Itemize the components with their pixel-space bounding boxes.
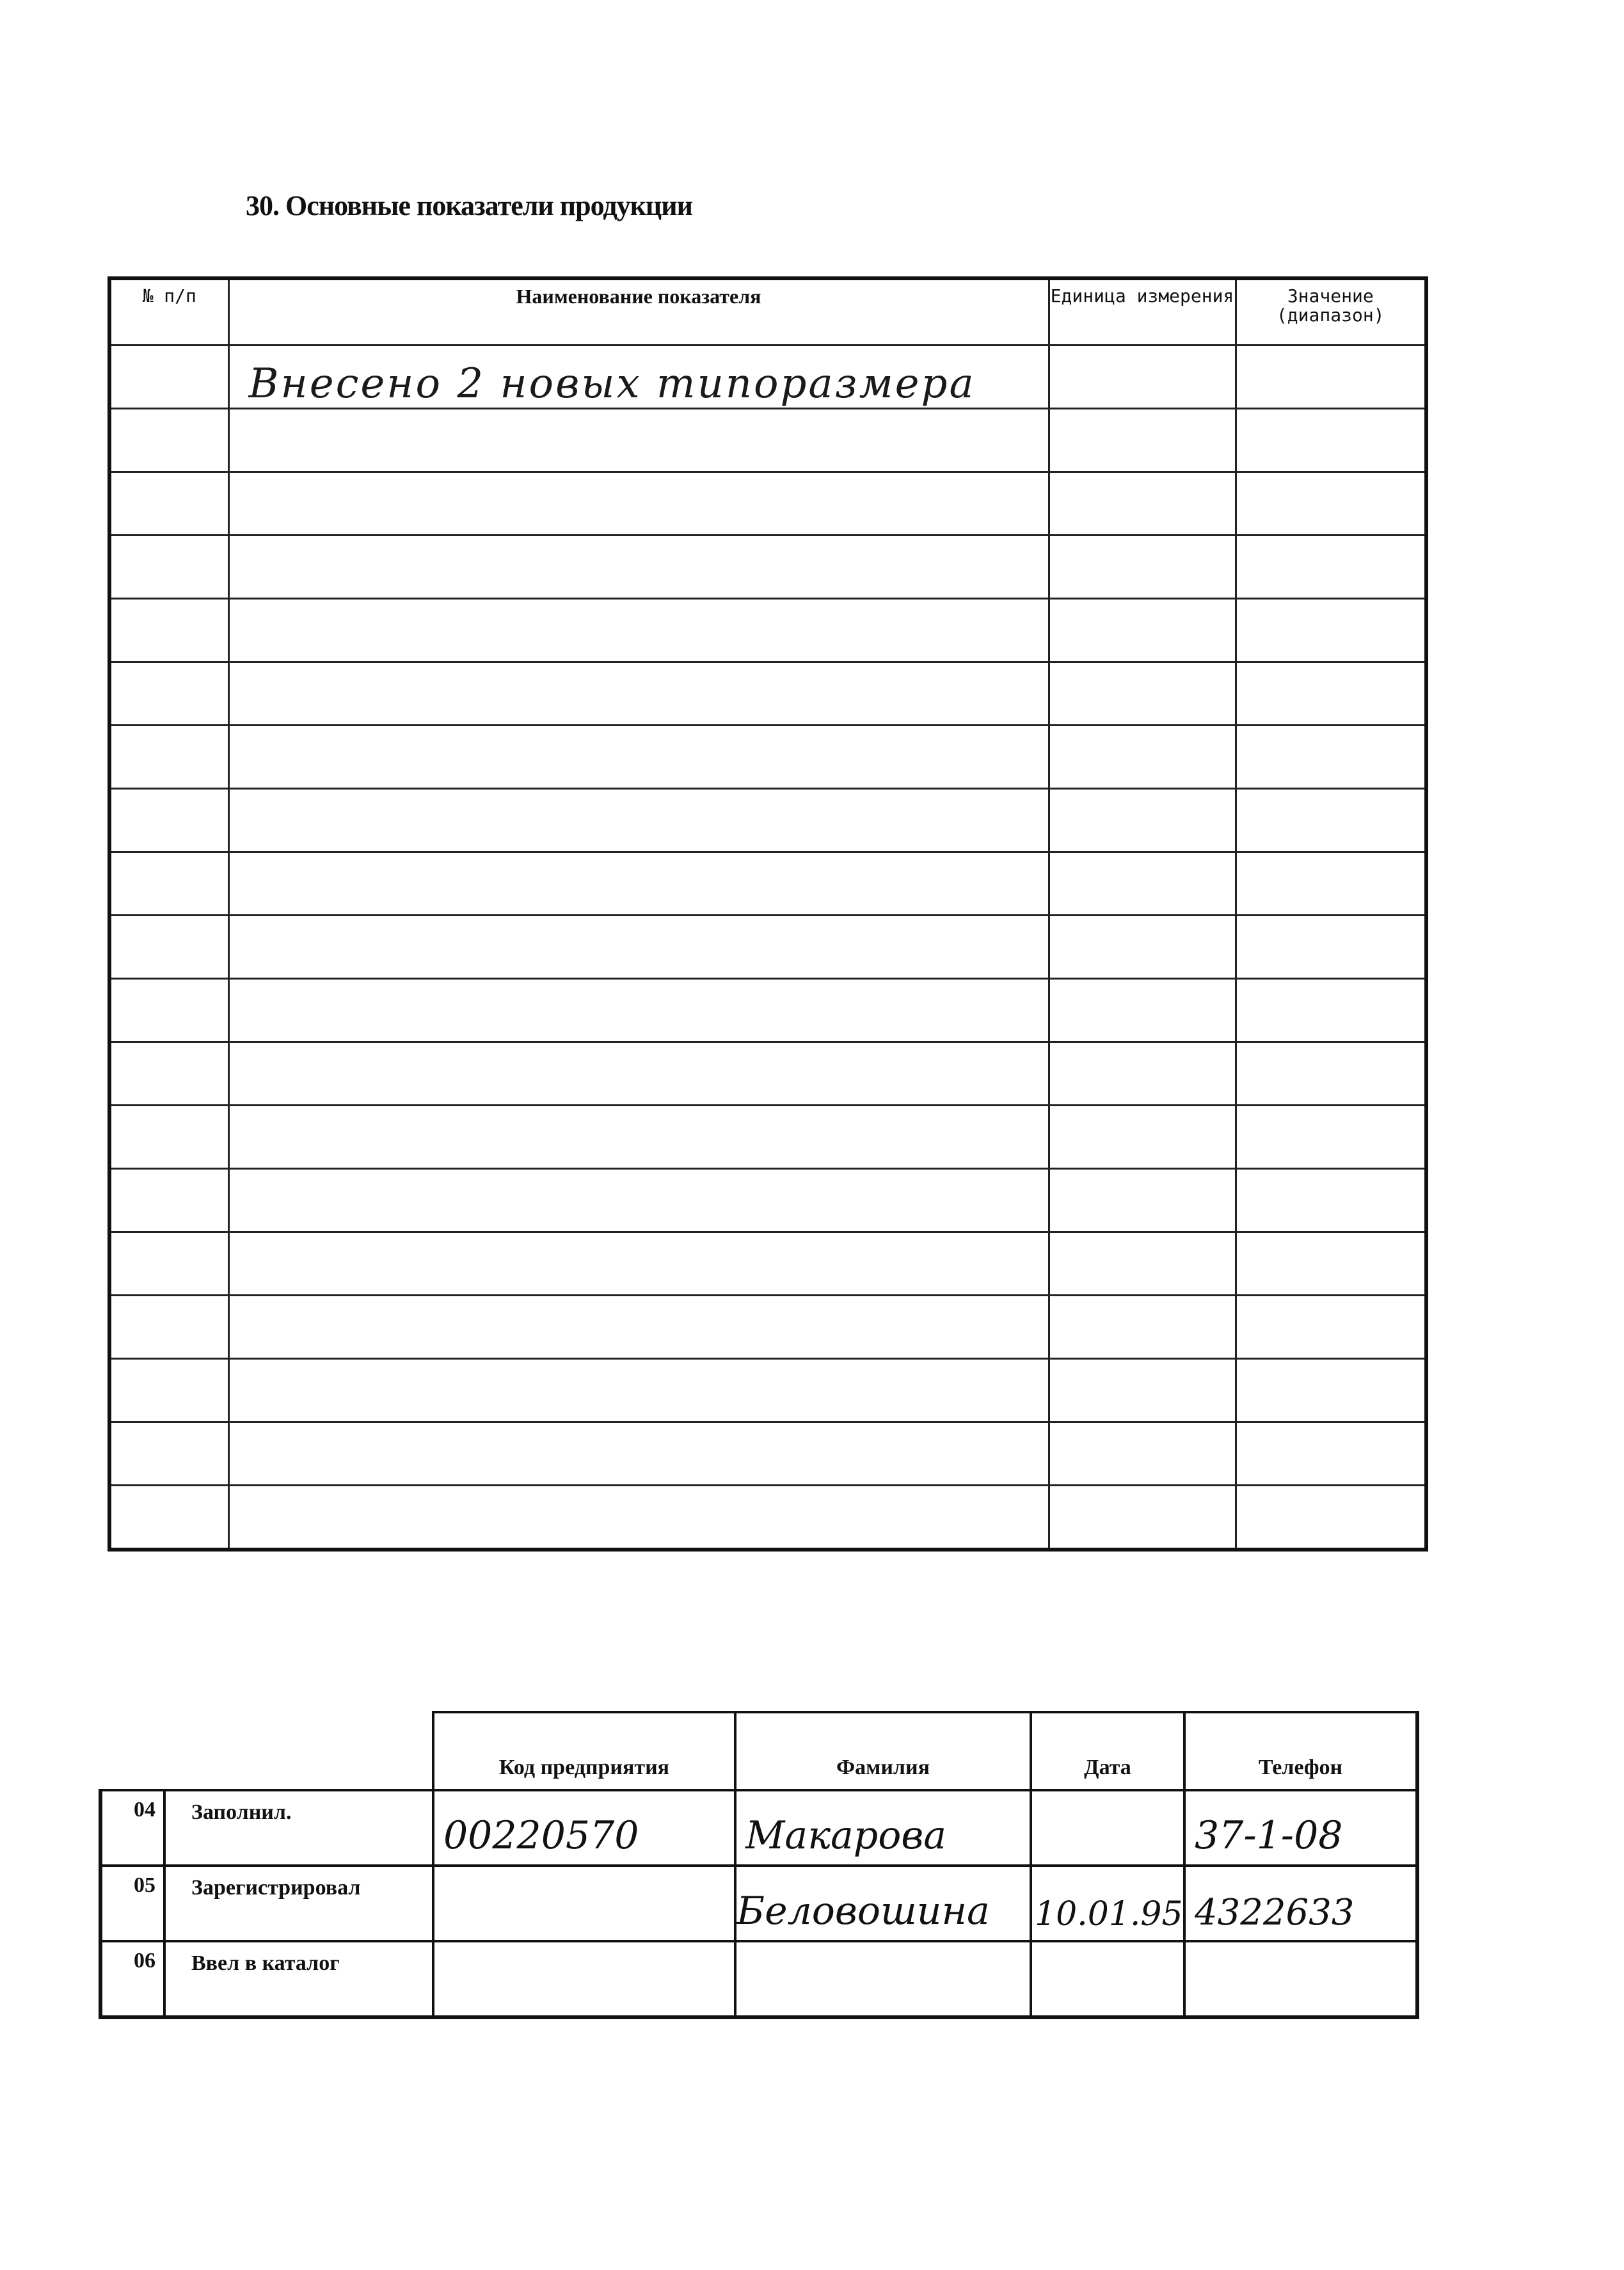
header-unit: Единица измерения bbox=[1049, 278, 1236, 345]
table-row bbox=[109, 536, 1426, 599]
empty-cell bbox=[109, 1359, 228, 1422]
empty-cell bbox=[1049, 409, 1236, 472]
empty-cell bbox=[1236, 1169, 1426, 1232]
row-code: 05 bbox=[100, 1866, 164, 1941]
empty-cell bbox=[109, 1169, 228, 1232]
empty-cell bbox=[228, 472, 1049, 536]
empty-cell bbox=[1236, 1359, 1426, 1422]
empty-cell bbox=[1236, 1486, 1426, 1550]
table-row bbox=[109, 1422, 1426, 1486]
empty-cell bbox=[1049, 599, 1236, 662]
row-label: Ввел в каталог bbox=[164, 1941, 433, 2017]
empty-cell bbox=[109, 409, 228, 472]
company-code-value: 00220570 bbox=[433, 1790, 735, 1866]
date-value: 10.01.95 bbox=[1031, 1866, 1184, 1941]
row-label: Зарегистрировал bbox=[164, 1866, 433, 1941]
table-row bbox=[109, 789, 1426, 852]
empty-cell bbox=[1236, 916, 1426, 979]
table-row bbox=[109, 852, 1426, 916]
table-row bbox=[109, 1486, 1426, 1550]
empty-cell bbox=[109, 726, 228, 789]
empty-cell bbox=[228, 852, 1049, 916]
surname-value: Беловошина bbox=[735, 1866, 1031, 1941]
header-company-code: Код предприятия bbox=[433, 1712, 735, 1790]
empty-cell bbox=[109, 1042, 228, 1106]
table-row bbox=[109, 1296, 1426, 1359]
empty-cell bbox=[228, 1232, 1049, 1296]
empty-cell bbox=[109, 916, 228, 979]
empty-cell bbox=[228, 1359, 1049, 1422]
empty-cell bbox=[228, 1486, 1049, 1550]
empty-cell bbox=[1236, 1106, 1426, 1169]
empty-cell bbox=[1049, 1232, 1236, 1296]
table-row bbox=[100, 1790, 1417, 1866]
header-date: Дата bbox=[1031, 1712, 1184, 1790]
empty-cell bbox=[1236, 979, 1426, 1042]
empty-cell bbox=[1236, 662, 1426, 726]
empty-cell bbox=[1236, 726, 1426, 789]
empty-cell bbox=[109, 1422, 228, 1486]
empty-cell bbox=[1049, 1169, 1236, 1232]
phone-value: 37-1-08 bbox=[1184, 1790, 1417, 1866]
empty-cell bbox=[109, 1296, 228, 1359]
header-surname: Фамилия bbox=[735, 1712, 1031, 1790]
empty-cell bbox=[228, 916, 1049, 979]
empty-cell bbox=[109, 1232, 228, 1296]
empty-cell bbox=[228, 536, 1049, 599]
empty-cell bbox=[1049, 1042, 1236, 1106]
table-row bbox=[109, 1169, 1426, 1232]
empty-cell bbox=[109, 599, 228, 662]
empty-cell bbox=[1236, 1422, 1426, 1486]
empty-cell bbox=[109, 979, 228, 1042]
empty-cell bbox=[1049, 1106, 1236, 1169]
table-row bbox=[109, 916, 1426, 979]
header-phone: Телефон bbox=[1184, 1712, 1417, 1790]
empty-cell bbox=[1049, 1486, 1236, 1550]
row-label: Заполнил. bbox=[164, 1790, 433, 1866]
company-code-value bbox=[433, 1866, 735, 1941]
empty-cell bbox=[1049, 472, 1236, 536]
empty-cell bbox=[1049, 1359, 1236, 1422]
table-row bbox=[109, 979, 1426, 1042]
table-row bbox=[109, 599, 1426, 662]
empty-cell bbox=[1049, 916, 1236, 979]
header-value: Значение (диапазон) bbox=[1236, 278, 1426, 345]
section-title: 30. Основные показатели продукции bbox=[246, 190, 692, 221]
empty-cell bbox=[1049, 979, 1236, 1042]
table-row bbox=[109, 1359, 1426, 1422]
empty-cell bbox=[109, 1486, 228, 1550]
table-row bbox=[100, 1866, 1417, 1941]
empty-cell bbox=[1236, 472, 1426, 536]
header-name: Наименование показателя bbox=[228, 278, 1049, 345]
row-code: 06 bbox=[100, 1941, 164, 2017]
cell-unit bbox=[1049, 345, 1236, 409]
handwritten-entry: Внесено 2 новых типоразмера bbox=[228, 345, 1049, 409]
company-code-value bbox=[433, 1941, 735, 2017]
table-row bbox=[109, 409, 1426, 472]
table-row bbox=[100, 1941, 1417, 2017]
phone-value bbox=[1184, 1941, 1417, 2017]
empty-cell bbox=[228, 1296, 1049, 1359]
empty-cell bbox=[1236, 1232, 1426, 1296]
empty-cell bbox=[1049, 662, 1236, 726]
empty-cell bbox=[1236, 789, 1426, 852]
table-row bbox=[109, 1232, 1426, 1296]
date-value bbox=[1031, 1941, 1184, 2017]
empty-cell bbox=[1049, 1296, 1236, 1359]
empty-cell bbox=[228, 1106, 1049, 1169]
empty-cell bbox=[1236, 599, 1426, 662]
empty-cell bbox=[228, 1169, 1049, 1232]
table-row bbox=[109, 662, 1426, 726]
empty-cell bbox=[228, 599, 1049, 662]
empty-cell bbox=[228, 409, 1049, 472]
row-code: 04 bbox=[100, 1790, 164, 1866]
empty-cell bbox=[109, 662, 228, 726]
cell-value bbox=[1236, 345, 1426, 409]
registration-header-row bbox=[100, 1712, 1417, 1790]
empty-cell bbox=[228, 1042, 1049, 1106]
empty-cell bbox=[228, 1422, 1049, 1486]
empty-cell bbox=[1049, 726, 1236, 789]
empty-cell bbox=[228, 979, 1049, 1042]
empty-cell bbox=[1049, 1422, 1236, 1486]
cell-num bbox=[109, 345, 228, 409]
table-row bbox=[109, 1042, 1426, 1106]
empty-cell bbox=[109, 852, 228, 916]
date-value bbox=[1031, 1790, 1184, 1866]
empty-cell bbox=[1049, 852, 1236, 916]
empty-cell bbox=[1049, 536, 1236, 599]
empty-cell bbox=[1236, 536, 1426, 599]
empty-cell bbox=[1236, 1042, 1426, 1106]
empty-cell bbox=[1236, 852, 1426, 916]
table-row bbox=[109, 472, 1426, 536]
empty-cell bbox=[109, 789, 228, 852]
indicators-table bbox=[107, 276, 1428, 1552]
empty-cell bbox=[109, 472, 228, 536]
empty-cell bbox=[109, 1106, 228, 1169]
indicators-header-row bbox=[109, 278, 1426, 345]
phone-value: 4322633 bbox=[1184, 1866, 1417, 1941]
empty-cell bbox=[228, 662, 1049, 726]
table-row bbox=[109, 726, 1426, 789]
empty-cell bbox=[1049, 789, 1236, 852]
table-row bbox=[109, 1106, 1426, 1169]
empty-cell bbox=[1236, 409, 1426, 472]
empty-cell bbox=[109, 536, 228, 599]
surname-value: Макарова bbox=[735, 1790, 1031, 1866]
table-row bbox=[109, 345, 1426, 409]
surname-value bbox=[735, 1941, 1031, 2017]
header-num: № п/п bbox=[109, 278, 228, 345]
empty-cell bbox=[228, 789, 1049, 852]
empty-cell bbox=[228, 726, 1049, 789]
empty-cell bbox=[1236, 1296, 1426, 1359]
registration-table bbox=[99, 1711, 1419, 2019]
